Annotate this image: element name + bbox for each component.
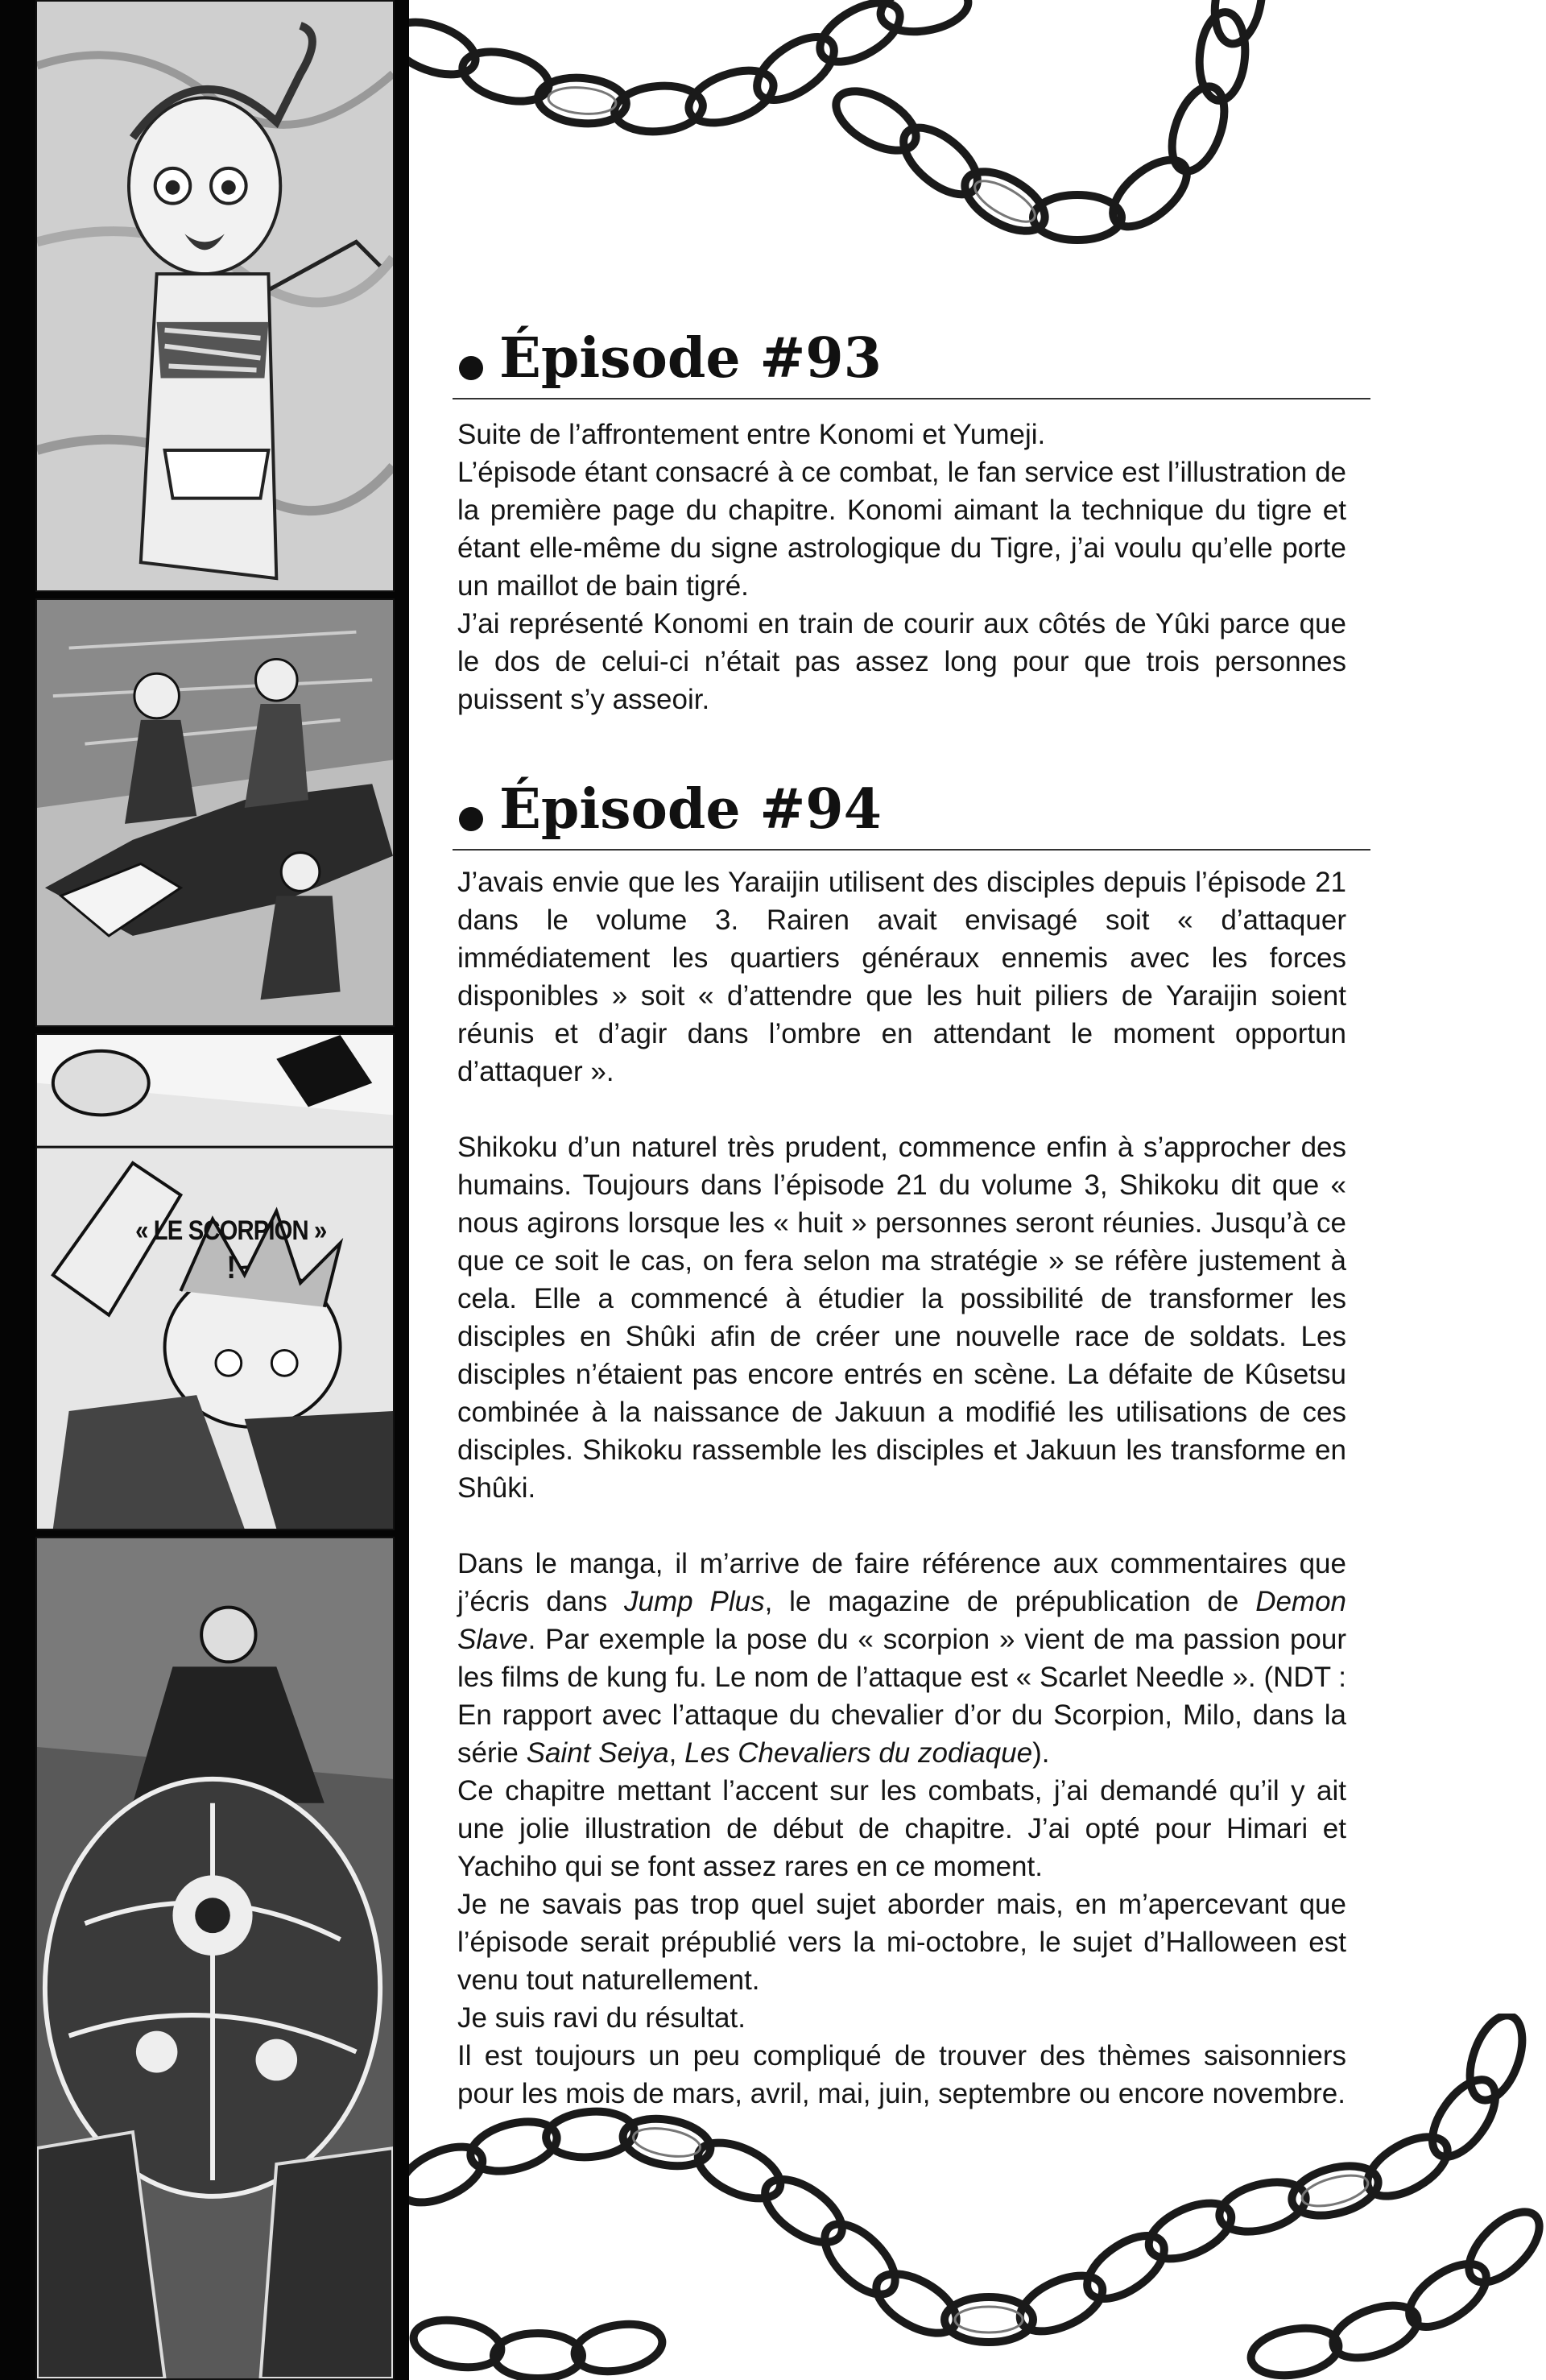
- paragraph: Je ne savais pas trop quel sujet aborder mais, en m’apercevant que l’épisode serait prépublié vers la mi-octobre, le sujet d’Halloween est venu tout naturellement.: [457, 1889, 1346, 1996]
- episode-94-text: [457, 863, 1346, 2113]
- sfx-line-2: !: [226, 1250, 236, 1285]
- paragraph: J’avais envie que les Yaraijin utilisent des disciples depuis l’épisode 21 dans le volume 3. Rairen avait envisagé soit « d’attaquer immédiatement les quartiers généraux ennemis avec les forces disponibles » soit « d’attendre que les huit piliers de Yaraijin soient réunis et d’agir dans l’ombre en attendant le moment opportun d’attaquer ».: [457, 867, 1346, 1087]
- text-run: , le magazine de prépublication de: [764, 1586, 1256, 1617]
- italic-title: Saint Seiya: [526, 1737, 669, 1769]
- bullet-dot: [459, 356, 483, 380]
- scorpion-sound-effect: [106, 1212, 356, 1286]
- paragraph-gap: [457, 1507, 1346, 1545]
- paragraph: L’épisode étant consacré à ce combat, le fan service est l’illustration de la première page du chapitre. Konomi aimant la technique du tigre et étant elle-même du signe astrologique du Tigre, j’ai voulu qu’elle porte un maillot de bain tigré.: [457, 457, 1346, 602]
- episode-94-heading: [453, 773, 1370, 854]
- paragraph: J’ai représenté Konomi en train de courir aux côtés de Yûki parce que le dos de celui-ci n’était pas assez long pour que trois personnes puissent s’y asseoir.: [457, 608, 1346, 715]
- italic-title: Demon Slave: [457, 1586, 1347, 1655]
- paragraph-gap: [457, 1091, 1346, 1128]
- italic-title: Jump Plus: [624, 1586, 765, 1617]
- episode-93-heading: [453, 322, 1370, 403]
- black-margin-bar: [0, 0, 32, 2380]
- text-run: . Par exemple la pose du « scorpion » vient de ma passion pour les films de kung fu. Le nom de l’attaque est « Scarlet Needle ». (NDT : En rapport avec l’attaque du chevalier d’or du Scorpion, Milo, dans la série: [457, 1624, 1346, 1769]
- text-run: Dans le manga, il m’arrive de faire référence aux commentaires que j’écris dans: [457, 1548, 1346, 1617]
- manga-panel-strip: [0, 0, 409, 2380]
- text-run: ).: [1032, 1737, 1050, 1769]
- chains-top-decoration: [409, 0, 1546, 338]
- manga-panel-riding: [35, 598, 395, 1027]
- paragraph: Shikoku d’un naturel très prudent, commence enfin à s’approcher des humains. Toujours dans l’épisode 21 du volume 3, Shikoku dit que « nous agirons lorsque les « huit » personnes seront réunies. Jusqu’à ce que ce soit le cas, on fera selon ma stratégie » se réfère justement à cela. Elle a commencé à étudier la possibilité de transformer les disciples en Shûki afin de créer une nouvelle race de soldats. Les disciples n’étaient pas encore entrés en scène. La défaite de Kûsetsu combinée à la naissance de Jakuun a modifié les utilisations de ces disciples. Shikoku rassemble les disciples et Jakuun les transforme en Shûki.: [457, 1132, 1346, 1504]
- paragraph: Il est toujours un peu compliqué de trouver des thèmes saisonniers pour les mois de mars, avril, mai, juin, septembre ou encore novembre.: [457, 2040, 1346, 2109]
- paragraph: Ce chapitre mettant l’accent sur les combats, j’ai demandé qu’il y ait une jolie illustration de début de chapitre. J’ai opté pour Himari et Yachiho qui se font assez rares en ce moment.: [457, 1775, 1346, 1882]
- heading-underline: [453, 398, 1370, 399]
- episode-93-text: [457, 416, 1346, 718]
- heading-underline: [453, 849, 1370, 851]
- episode-93-title: Épisode #93: [499, 326, 882, 391]
- paragraph: Suite de l’affrontement entre Konomi et Yumeji.: [457, 419, 1046, 450]
- italic-title: Les Chevaliers du zodiaque: [684, 1737, 1033, 1769]
- manga-panel-monster: [35, 1537, 395, 2380]
- text-run: ,: [668, 1737, 685, 1769]
- paragraph-with-italics: [457, 1545, 1346, 1772]
- episode-94-title: Épisode #94: [499, 777, 882, 842]
- paragraph: Je suis ravi du résultat.: [457, 2002, 746, 2034]
- bullet-dot: [459, 807, 483, 831]
- manga-panel-swimsuit-girl: [35, 0, 395, 592]
- sfx-line-1: « LE SCORPION »: [135, 1215, 327, 1246]
